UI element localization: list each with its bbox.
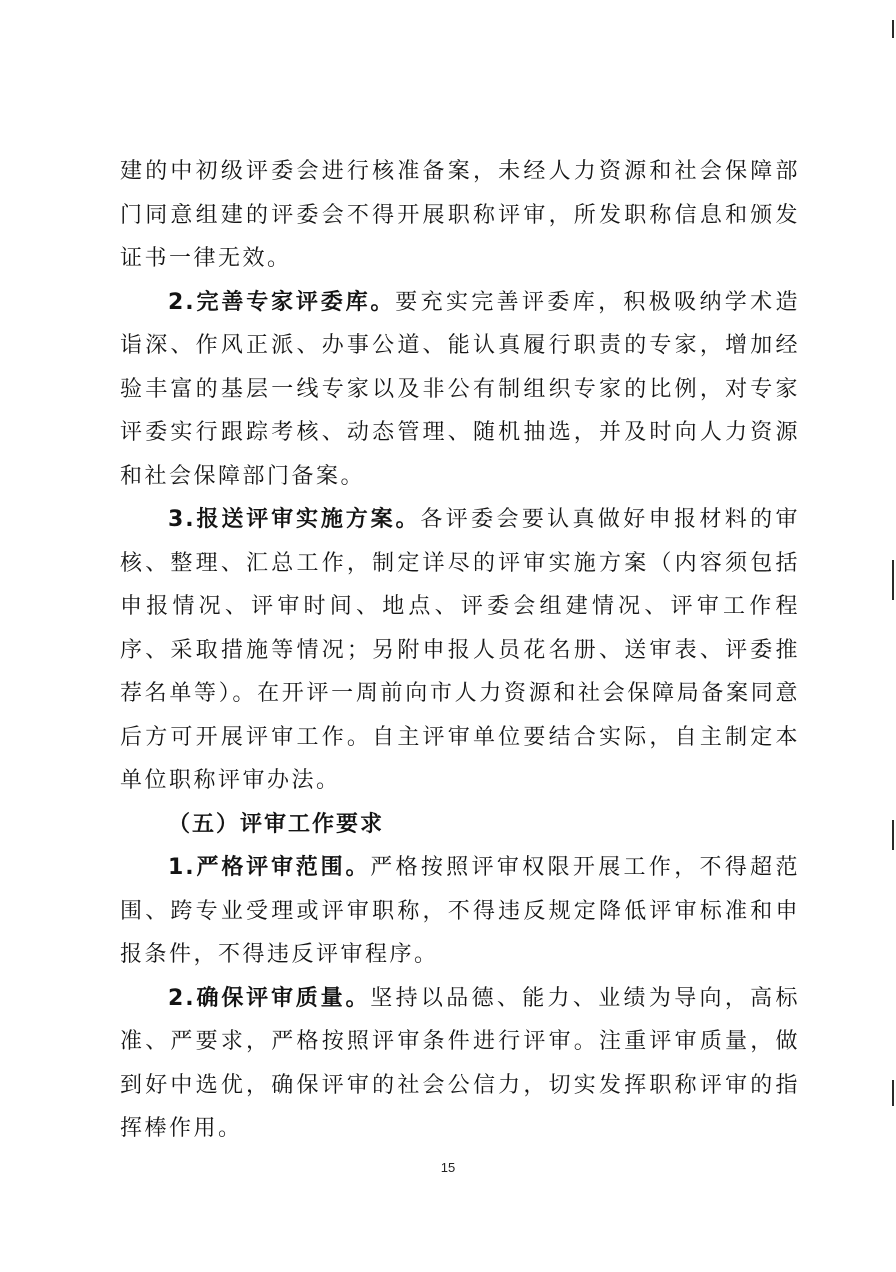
paragraph-review-quality: [120, 977, 800, 1151]
paragraph-text: 要充实完善评委库，积极吸纳学术造诣深、作风正派、办事公道、能认真履行职责的专家，增加经验丰富的基层一线专家以及非公有制组织专家的比例，对专家评委实行跟踪考核、动态管理、随机抽选，并及时向人力资源和社会保障部门备案。: [120, 289, 800, 489]
paragraph-continuation: [120, 150, 800, 281]
paragraph-text: 各评委会要认真做好申报材料的审核、整理、汇总工作，制定详尽的评审实施方案（内容须包括申报情况、评审时间、地点、评委会组建情况、评审工作程序、采取措施等情况；另附申报人员花名册、送审表、评委推荐名单等）。在开评一周前向市人力资源和社会保障局备案同意后方可开展评审工作。自主评审单位要结合实际，自主制定本单位职称评审办法。: [120, 507, 800, 793]
paragraph-lead: 3.报送评审实施方案。: [168, 507, 421, 532]
document-body: [120, 150, 800, 1151]
section-heading: （五）评审工作要求: [168, 811, 385, 837]
page-number: 15: [440, 1160, 456, 1175]
paragraph-lead: 2.完善专家评委库。: [168, 289, 396, 315]
paragraph-text: 严格按照评审权限开展工作，不得超范围、跨专业受理或评审职称，不得违反规定降低评审标准和申报条件，不得违反评审程序。: [120, 855, 800, 967]
paragraph-text: 建的中初级评委会进行核准备案，未经人力资源和社会保障部门同意组建的评委会不得开展职称评审，所发职称信息和颁发证书一律无效。: [120, 159, 800, 271]
scan-edge-mark: [892, 560, 894, 600]
scan-edge-mark: [892, 1080, 894, 1106]
scan-edge-mark: [892, 820, 894, 850]
paragraph-lead: 1.严格评审范围。: [168, 855, 371, 880]
paragraph-review-plan: [120, 498, 800, 803]
scan-edge-mark: [892, 20, 894, 38]
paragraph-review-scope: [120, 846, 800, 977]
paragraph-text: 坚持以品德、能力、业绩为导向，高标准、严要求，严格按照评审条件进行评审。注重评审质量，做到好中选优，确保评审的社会公信力，切实发挥职称评审的指挥棒作用。: [120, 985, 800, 1141]
paragraph-expert-pool: [120, 281, 800, 499]
paragraph-lead: 2.确保评审质量。: [168, 985, 371, 1011]
